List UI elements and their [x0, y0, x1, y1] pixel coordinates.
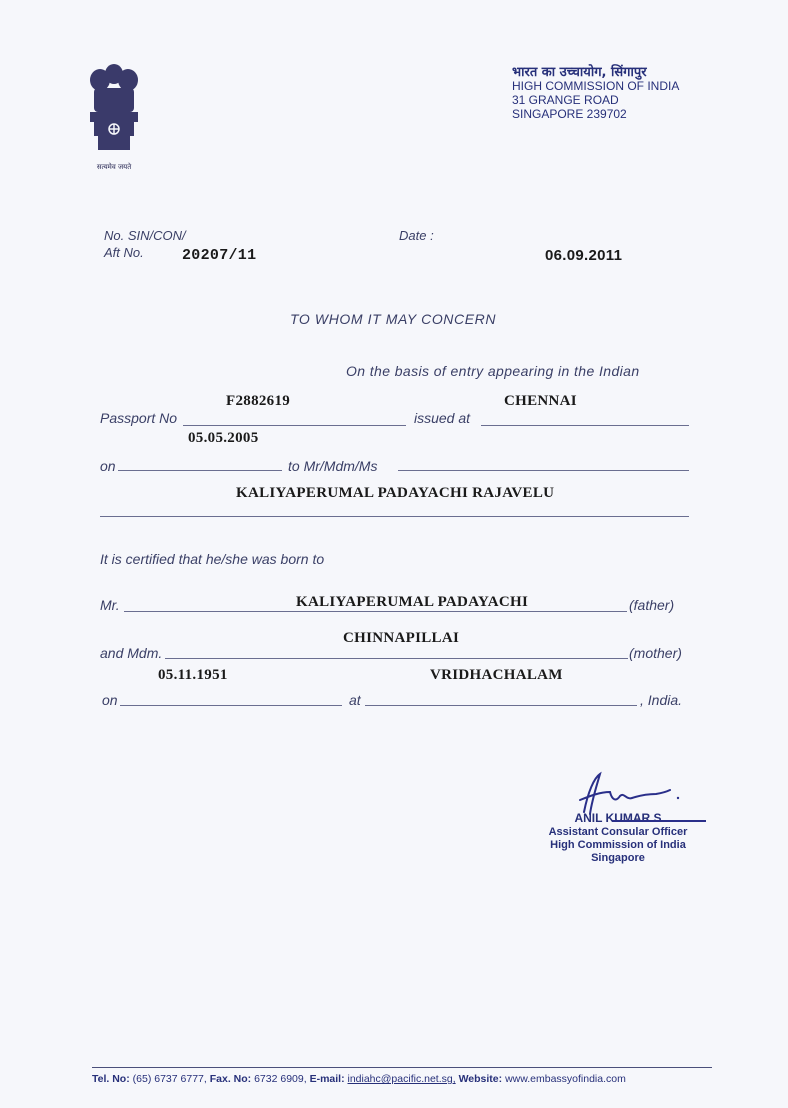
email-label: E-mail:: [309, 1073, 345, 1085]
fax-label: Fax. No:: [209, 1073, 252, 1085]
passport-number-line: [183, 425, 406, 426]
issue-date-line: [118, 470, 282, 471]
holder-line-1: [398, 470, 689, 471]
mother-label: (mother): [629, 645, 682, 661]
fax-value: 6732 6909,: [254, 1073, 307, 1085]
website-label: Website:: [458, 1073, 503, 1085]
father-line: [124, 611, 627, 612]
to-label: to Mr/Mdm/Ms: [288, 458, 378, 474]
issued-at-label: issued at: [414, 410, 471, 426]
holder-line-2: [100, 516, 689, 517]
father-label: (father): [629, 597, 675, 613]
signatory-org: High Commission of India: [550, 839, 686, 851]
father-name-value: KALIYAPERUMAL PADAYACHI: [296, 594, 529, 610]
india-label: , India.: [640, 692, 683, 708]
mother-line: [165, 658, 628, 659]
document-title: TO WHOM IT MAY CONCERN: [290, 311, 497, 327]
email-link[interactable]: indiahc@pacific.net.sg,: [347, 1073, 456, 1085]
passport-no-label: Passport No: [100, 410, 178, 426]
org-name-hindi: भारत का उच्चायोग, सिंगापुर: [512, 65, 647, 80]
birth-on-label: on: [102, 692, 118, 708]
aft-no-label: Aft No.: [104, 245, 144, 260]
mr-label: Mr.: [100, 597, 120, 613]
holder-name-value: KALIYAPERUMAL PADAYACHI RAJAVELU: [236, 485, 555, 501]
reference-no-label: No. SIN/CON/: [104, 228, 186, 243]
address-line1: 31 GRANGE ROAD: [512, 93, 619, 107]
tel-value: (65) 6737 6777,: [132, 1073, 207, 1085]
state-emblem-icon: [80, 60, 148, 170]
birth-date-line: [120, 705, 342, 706]
signatory-title: Assistant Consular Officer: [548, 826, 688, 838]
mother-name-value: CHINNAPILLAI: [343, 630, 460, 646]
issued-at-line: [481, 425, 689, 426]
aft-no-value: 20207/11: [182, 247, 257, 264]
birth-place-line: [365, 705, 637, 706]
issued-at-value: CHENNAI: [504, 393, 577, 409]
date-value: 06.09.2011: [545, 247, 623, 264]
on-label: on: [100, 458, 116, 474]
emblem-motto: सत्यमेव जयते: [96, 163, 132, 171]
birth-place-value: VRIDHACHALAM: [430, 667, 563, 683]
at-label: at: [349, 692, 361, 708]
birth-date-value: 05.11.1951: [158, 667, 228, 683]
issue-date-value: 05.05.2005: [188, 430, 259, 446]
footer-contact: [92, 1073, 626, 1085]
org-name-english: HIGH COMMISSION OF INDIA: [512, 79, 680, 93]
signatory-city: Singapore: [591, 852, 645, 864]
intro-text: On the basis of entry appearing in the Indian: [346, 363, 640, 379]
address-line2: SINGAPORE 239702: [512, 107, 627, 121]
signatory-name: ANIL KUMAR.S: [574, 811, 662, 825]
mdm-label: and Mdm.: [100, 645, 163, 661]
passport-number-value: F2882619: [226, 393, 291, 409]
footer-divider: [92, 1067, 712, 1068]
website-link[interactable]: www.embassyofindia.com: [505, 1073, 626, 1085]
certified-text: It is certified that he/she was born to: [100, 551, 325, 567]
signature-underline: [612, 820, 706, 822]
tel-label: Tel. No:: [92, 1073, 130, 1085]
date-label: Date :: [399, 228, 434, 243]
